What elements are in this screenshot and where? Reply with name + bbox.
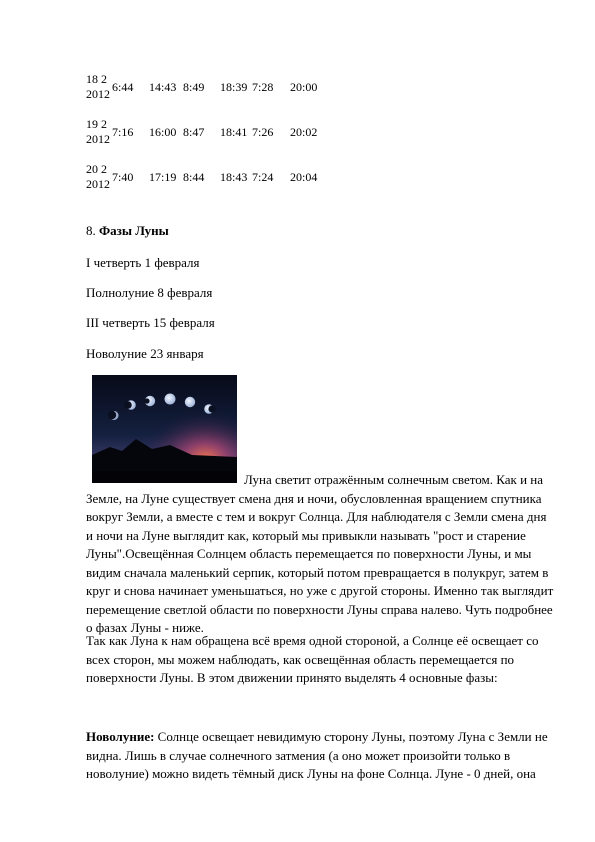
table-cell: 7:28 [252, 80, 274, 94]
table-row [86, 117, 346, 149]
moon-phases-photo [92, 375, 237, 483]
new-moon-paragraph [86, 728, 556, 784]
date-cell: 18 2 2012 [86, 72, 110, 101]
phase-item: I четверть 1 февраля [86, 255, 200, 270]
section-number: 8. [86, 223, 96, 238]
date-cell: 19 2 2012 [86, 117, 110, 146]
table-cell: 18:41 [220, 125, 248, 139]
table-cell: 20:00 [290, 80, 318, 94]
table-cell: 7:16 [112, 125, 134, 139]
table-cell: 20:04 [290, 170, 318, 184]
date-cell: 20 2 2012 [86, 162, 110, 191]
table-cell: 7:40 [112, 170, 134, 184]
table-row [86, 162, 346, 194]
phase-item: III четверть 15 февраля [86, 315, 215, 330]
section-heading [86, 222, 556, 240]
phases-intro-paragraph: Так как Луна к нам обращена всё время одной стороной, а Солнце её освещает со всех сторон, мы можем наблюдать, как освещённая область перемещается по поверхности Луны. В этом движении принято выделять 4 основные фазы: [86, 633, 539, 685]
table-cell: 6:44 [112, 80, 134, 94]
table-cell: 18:43 [220, 170, 248, 184]
table-cell: 18:39 [220, 80, 248, 94]
table-cell: 14:43 [149, 80, 177, 94]
section-title: Фазы Луны [99, 223, 169, 238]
table-cell: 8:47 [183, 125, 205, 139]
table-cell: 7:24 [252, 170, 274, 184]
paragraph-text: Луна светит отражённым солнечным светом. Как и на Земле, на Луне существует смена дня и ночи, обусловленная вращением спутника вокруг Земли, а вместе с тем и вокруг Солнца. Для наблюдателя с Земли смена дня и ночи на Луне выглядит как, который мы привыкли называть "рост и старение Луны".Освещённая Солнцем область перемещается по поверхности Луны, и мы видим сначала маленький серпик, который потом превращается в полукруг, затем в круг и снова начинает уменьшаться, но уже с другой стороны. Именно так выглядит перемещение светлой области по поверхности Луны справа налево. Чуть подробнее о фазах Луны - ниже. [86, 472, 554, 635]
table-cell: 8:44 [183, 170, 205, 184]
table-row [86, 72, 346, 104]
phase-item: Полнолуние 8 февраля [86, 285, 213, 300]
phase-item: Новолуние 23 января [86, 346, 204, 361]
table-cell: 20:02 [290, 125, 318, 139]
table-cell: 16:00 [149, 125, 177, 139]
table-cell: 8:49 [183, 80, 205, 94]
intro-paragraph [86, 471, 556, 638]
table-cell: 17:19 [149, 170, 177, 184]
term-label: Новолуние: [86, 729, 155, 744]
table-cell: 7:26 [252, 125, 274, 139]
term-text: Солнце освещает невидимую сторону Луны, поэтому Луна с Земли не видна. Лишь в случае солнечного затмения (а оно может произойти только в новолуние) можно видеть тёмный диск Луны на фоне Солнца. Луне - 0 дней, она [86, 729, 548, 781]
